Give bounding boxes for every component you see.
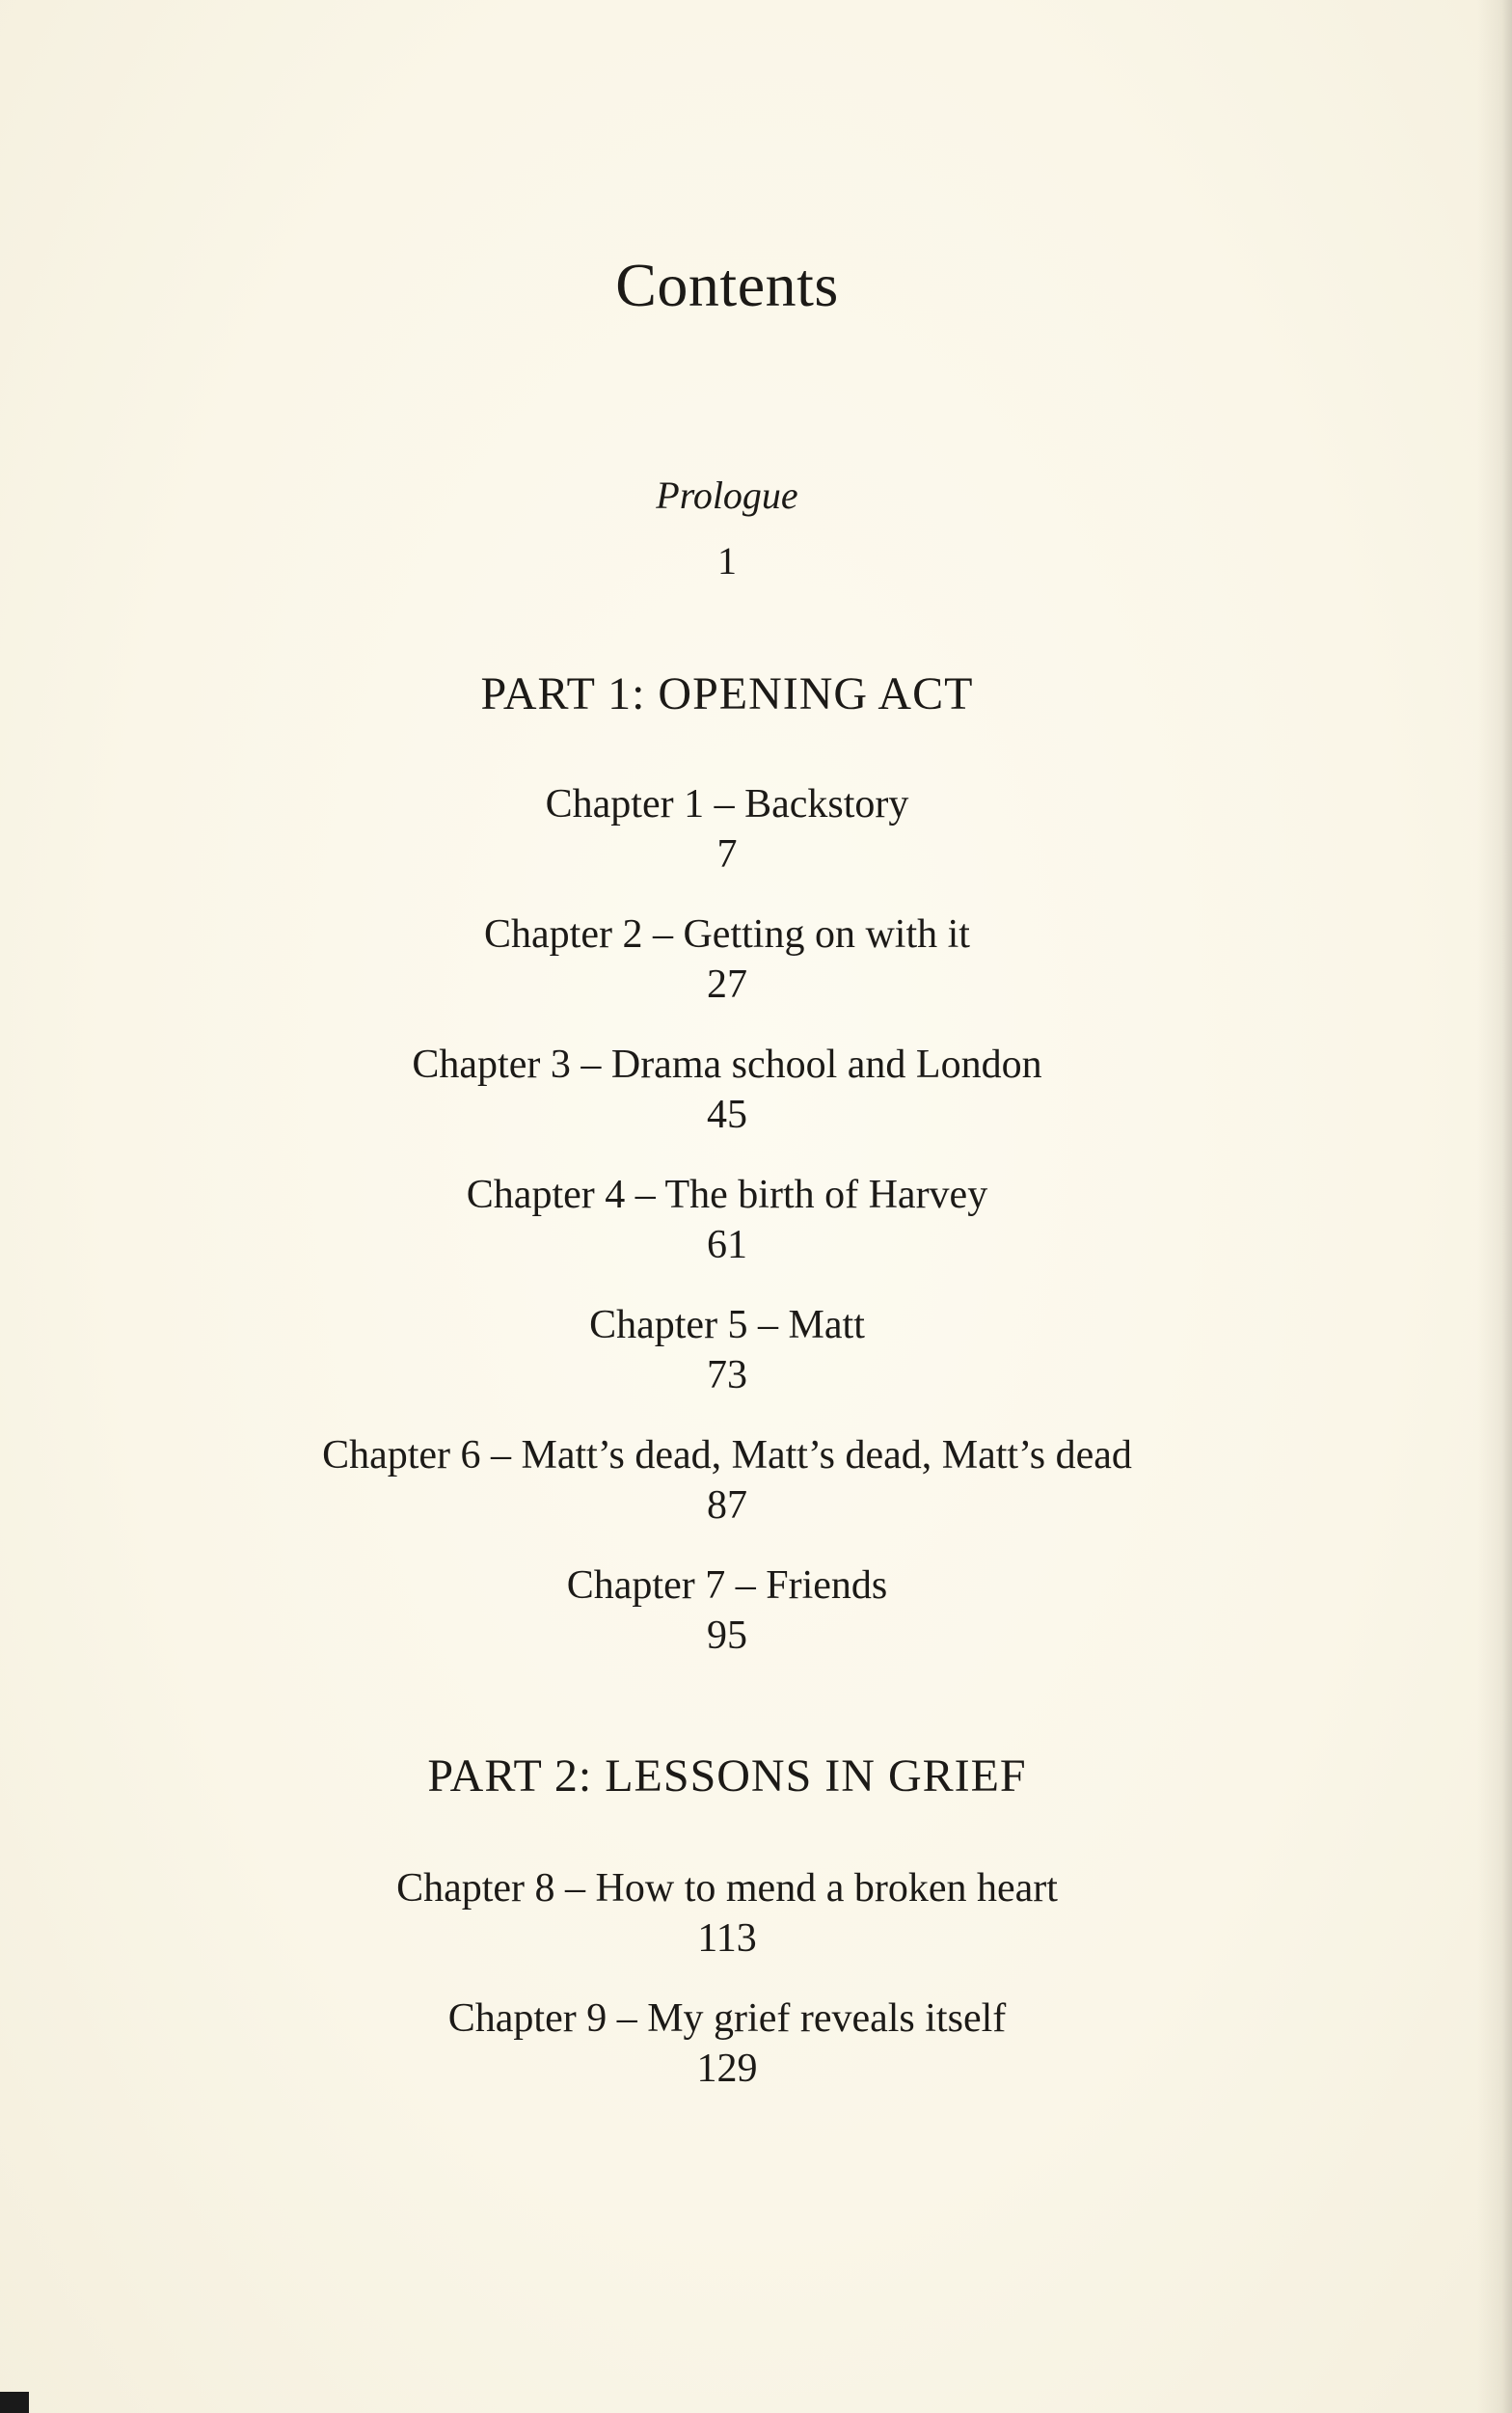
toc-entry-chapter-7: [0, 1560, 1454, 1661]
part-2-heading: PART 2: LESSONS IN GRIEF: [427, 1750, 1027, 1802]
part-1-heading: PART 1: OPENING ACT: [480, 668, 974, 719]
toc-entry-chapter-4: [0, 1170, 1454, 1270]
chapter-title: Chapter 2 – Getting on with it: [484, 912, 970, 957]
chapter-page-number: 7: [716, 832, 738, 877]
page-edge-shadow: [1477, 0, 1512, 2413]
chapter-page-number: 45: [707, 1093, 747, 1137]
contents-title: Contents: [615, 251, 839, 319]
toc-entry-chapter-6: [0, 1430, 1454, 1531]
toc-entry-chapter-9: [0, 1993, 1454, 2094]
chapter-page-number: 73: [707, 1353, 747, 1397]
chapter-title: Chapter 9 – My grief reveals itself: [447, 1996, 1007, 2041]
chapter-title: Chapter 7 – Friends: [566, 1563, 888, 1608]
toc-entry-chapter-2: [0, 909, 1454, 1010]
chapter-page-number: 113: [697, 1916, 757, 1961]
toc-entry-chapter-1: [0, 779, 1454, 880]
chapter-page-number: 129: [696, 2047, 758, 2091]
chapter-title: Chapter 6 – Matt’s dead, Matt’s dead, Matt’s dead: [322, 1433, 1132, 1478]
chapter-title: Chapter 1 – Backstory: [545, 782, 909, 827]
prologue-label: Prologue: [656, 474, 798, 517]
scan-corner-mark: [0, 2392, 29, 2413]
toc-entry-chapter-3: [0, 1040, 1454, 1140]
chapter-page-number: 61: [707, 1223, 747, 1267]
chapter-title: Chapter 8 – How to mend a broken heart: [396, 1866, 1058, 1911]
chapter-page-number: 95: [707, 1613, 747, 1658]
toc-entry-chapter-5: [0, 1300, 1454, 1400]
chapter-title: Chapter 4 – The birth of Harvey: [466, 1173, 988, 1217]
chapter-page-number: 27: [707, 962, 747, 1007]
chapter-title: Chapter 5 – Matt: [589, 1303, 865, 1347]
prologue-page-number: 1: [717, 539, 737, 583]
chapter-page-number: 87: [707, 1483, 747, 1528]
chapter-title: Chapter 3 – Drama school and London: [412, 1043, 1042, 1087]
toc-entry-chapter-8: [0, 1863, 1454, 1964]
